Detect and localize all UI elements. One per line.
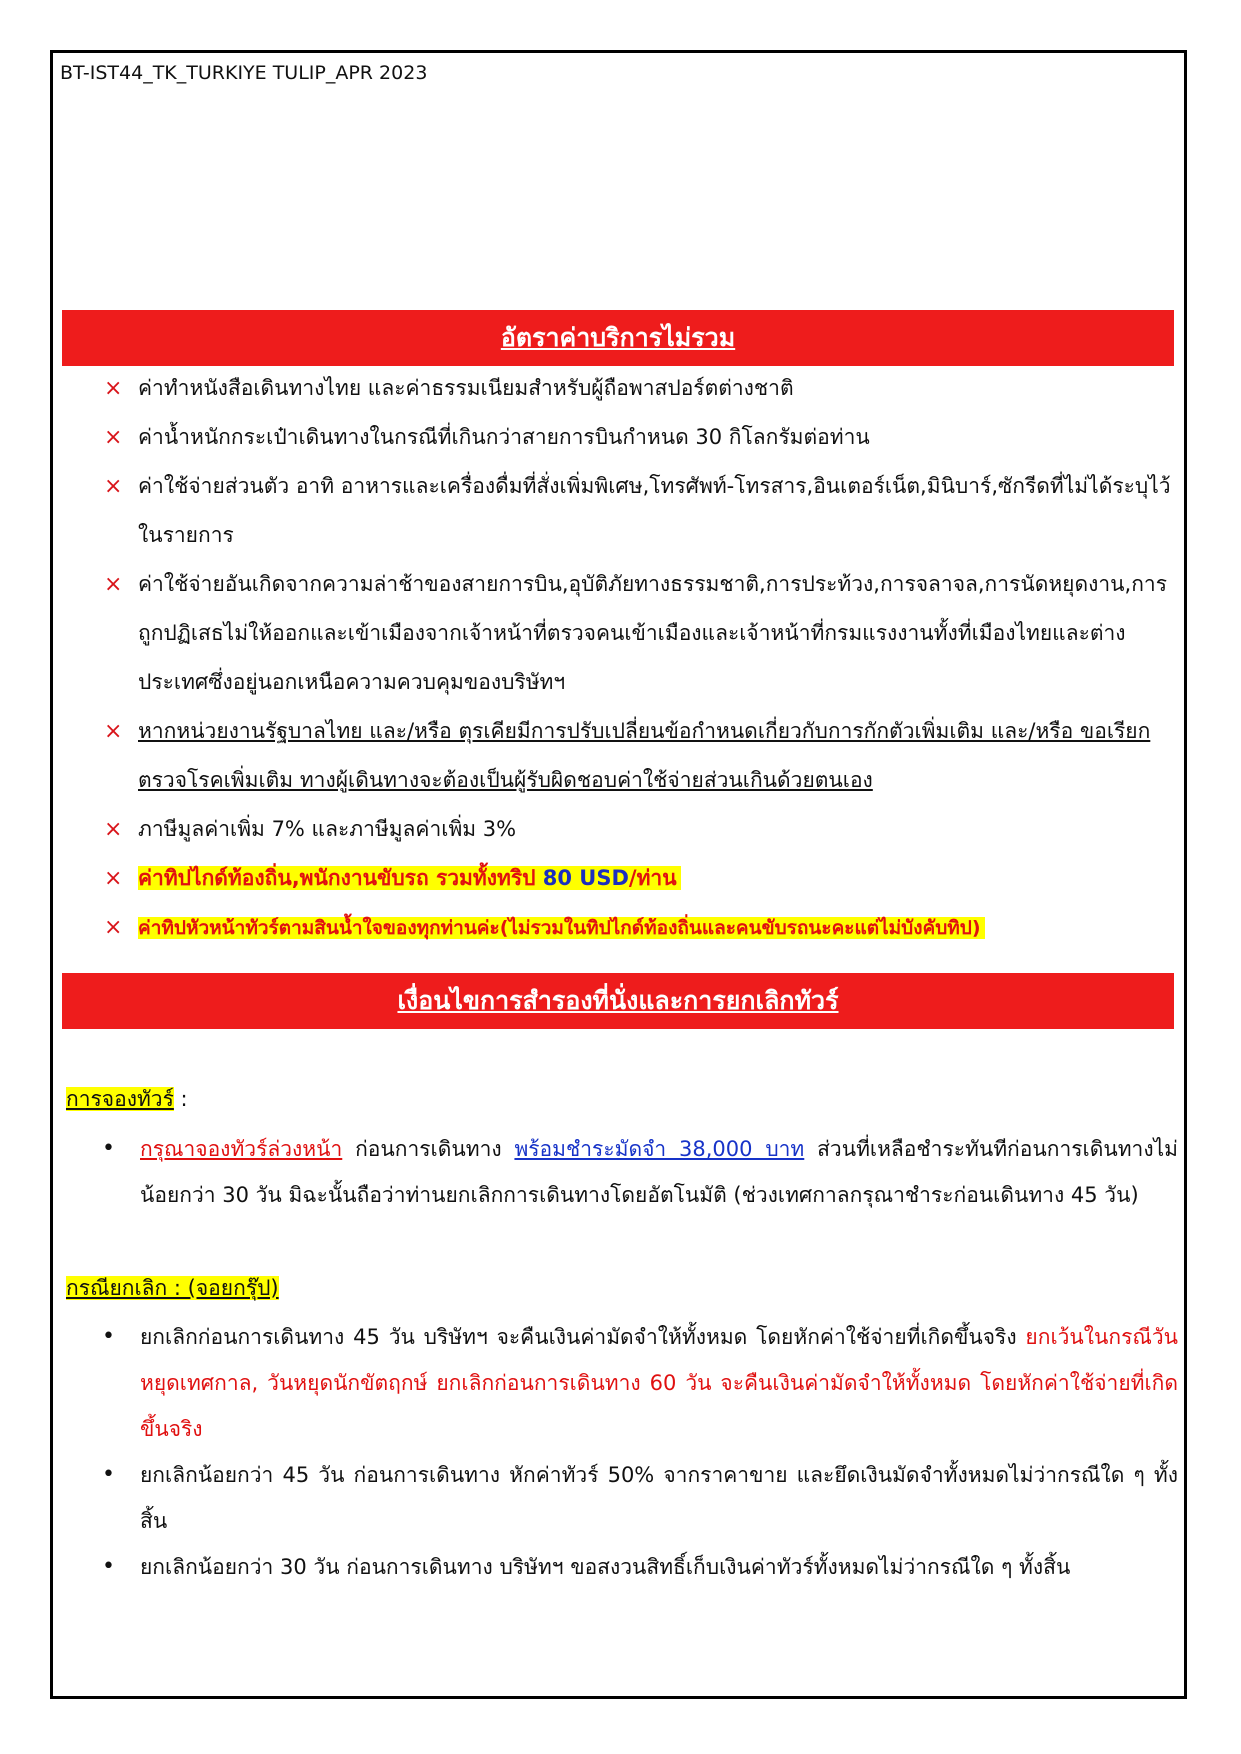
list-item: × ค่าน้ำหนักกระเป๋าเดินทางในกรณีที่เกินกว่าสายการบินกำหนด 30 กิโลกรัมต่อท่าน xyxy=(98,413,1178,462)
tip-guide-item: × ค่าทิปไกด์ท้องถิ่น,พนักงานขับรถ รวมทั้งทริป 80 USD/ท่าน xyxy=(98,854,1178,903)
excluded-list xyxy=(98,364,1178,953)
list-item: • ยกเลิกก่อนการเดินทาง 45 วัน บริษัทฯ จะคืนเงินค่ามัดจำให้ทั้งหมด โดยหักค่าใช้จ่ายที่เกิดขึ้นจริง ยกเว้นในกรณีวันหยุดเทศกาล, วันหยุดนักขัตฤกษ์ ยกเลิกก่อนการเดินทาง 60 วัน จะคืนเงินค่ามัดจำให้ทั้งหมด โดยหักค่าใช้จ่ายที่เกิดขึ้นจริง xyxy=(98,1314,1178,1452)
list-item: × ค่าทำหนังสือเดินทางไทย และค่าธรรมเนียมสำหรับผู้ถือพาสปอร์ตต่างชาติ xyxy=(98,364,1178,413)
cross-icon: × xyxy=(104,376,123,401)
list-item: × หากหน่วยงานรัฐบาลไทย และ/หรือ ตุรเคียมีการปรับเปลี่ยนข้อกำหนดเกี่ยวกับการกักตัวเพิ่มเติม และ/หรือ ขอเรียกตรวจโรคเพิ่มเติม ทางผู้เดินทางจะต้องเป็นผู้รับผิดชอบค่าใช้จ่ายส่วนเกินด้วยตนเอง xyxy=(98,707,1178,805)
bullet-icon: • xyxy=(102,1462,115,1487)
cross-icon: × xyxy=(104,425,123,450)
list-item: • ยกเลิกน้อยกว่า 45 วัน ก่อนการเดินทาง หักค่าทัวร์ 50% จากราคาขาย และยึดเงินมัดจำทั้งหมดไม่ว่ากรณีใด ๆ ทั้งสิ้น xyxy=(98,1452,1178,1544)
conditions-banner xyxy=(62,973,1174,1029)
cross-icon: × xyxy=(104,817,123,842)
cancel-list xyxy=(98,1314,1178,1590)
booking-label: การจองทัวร์ : xyxy=(66,1087,188,1111)
booking-list xyxy=(98,1126,1178,1218)
list-item: × ภาษีมูลค่าเพิ่ม 7% และภาษีมูลค่าเพิ่ม 3% xyxy=(98,805,1178,854)
cross-icon: × xyxy=(104,915,123,940)
bullet-icon: • xyxy=(102,1554,115,1579)
tip-amount: 80 USD xyxy=(542,866,629,890)
excluded-banner xyxy=(62,310,1174,366)
list-item: • กรุณาจองทัวร์ล่วงหน้า ก่อนการเดินทาง พร้อมชำระมัดจำ 38,000 บาท ส่วนที่เหลือชำระทันทีก่อนการเดินทางไม่น้อยกว่า 30 วัน มิฉะนั้นถือว่าท่านยกเลิกการเดินทางโดยอัตโนมัติ (ช่วงเทศกาลกรุณาชำระก่อนเดินทาง 45 วัน) xyxy=(98,1126,1178,1218)
list-item: × ค่าใช้จ่ายส่วนตัว อาทิ อาหารและเครื่องดื่มที่สั่งเพิ่มพิเศษ,โทรศัพท์-โทรสาร,อินเตอร์เน็ต,มินิบาร์,ซักรีดที่ไม่ได้ระบุไว้ในรายการ xyxy=(98,462,1178,560)
document-code: BT-IST44_TK_TURKIYE TULIP_APR 2023 xyxy=(60,62,428,84)
bullet-icon: • xyxy=(102,1324,115,1349)
cross-icon: × xyxy=(104,719,123,744)
list-item: • ยกเลิกน้อยกว่า 30 วัน ก่อนการเดินทาง บริษัทฯ ขอสงวนสิทธิ์เก็บเงินค่าทัวร์ทั้งหมดไม่ว่ากรณีใด ๆ ทั้งสิ้น xyxy=(98,1544,1178,1590)
tip-leader-item: × ค่าทิปหัวหน้าทัวร์ตามสินน้ำใจของทุกท่านค่ะ(ไม่รวมในทิปไกด์ท้องถิ่นและคนขับรถนะคะแต่ไม่บังคับทิป) xyxy=(98,903,1178,953)
booking-advance-link: กรุณาจองทัวร์ล่วงหน้า xyxy=(140,1137,343,1161)
excluded-title: อัตราค่าบริการไม่รวม xyxy=(500,323,736,352)
cross-icon: × xyxy=(104,866,123,891)
cross-icon: × xyxy=(104,572,123,597)
deposit-link: พร้อมชำระมัดจำ 38,000 บาท xyxy=(514,1137,805,1161)
conditions-title: เงื่อนไขการสำรองที่นั่งและการยกเลิกทัวร์ xyxy=(397,986,839,1015)
cancel-label: กรณียกเลิก : (จอยกรุ๊ป) xyxy=(66,1276,279,1300)
bullet-icon: • xyxy=(102,1136,115,1161)
list-item: × ค่าใช้จ่ายอันเกิดจากความล่าช้าของสายการบิน,อุบัติภัยทางธรรมชาติ,การประท้วง,การจลาจล,การนัดหยุดงาน,การถูกปฏิเสธไม่ให้ออกและเข้าเมืองจากเจ้าหน้าที่ตรวจคนเข้าเมืองและเจ้าหน้าที่กรมแรงงานทั้งที่เมืองไทยและต่างประเทศซึ่งอยู่นอกเหนือความควบคุมของบริษัทฯ xyxy=(98,560,1178,707)
cross-icon: × xyxy=(104,474,123,499)
